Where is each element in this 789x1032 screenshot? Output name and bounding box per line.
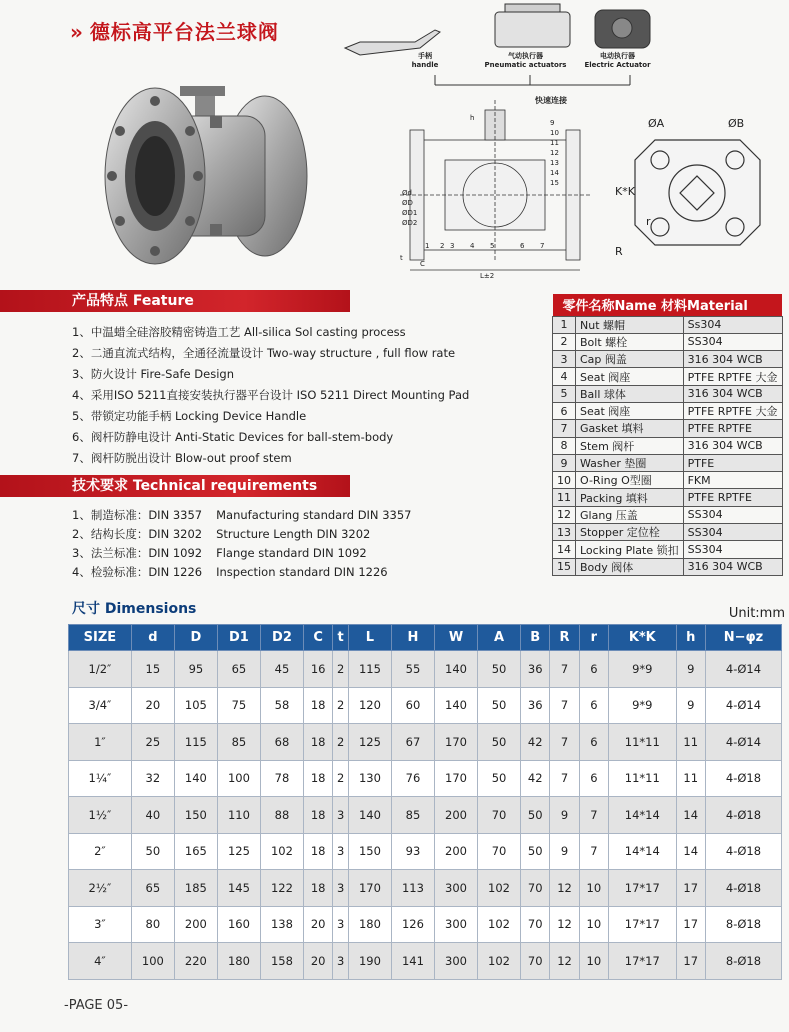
mounting-pad-drawing [610, 115, 785, 270]
part-name: Washer 垫圈 [576, 454, 684, 471]
dimensions-cell: 140 [174, 760, 217, 797]
dimensions-cell: 120 [348, 687, 391, 724]
dimensions-cell: 4-Ø18 [705, 760, 781, 797]
valve-photo [100, 76, 310, 266]
dimensions-cell: 50 [478, 687, 521, 724]
dimensions-cell: 141 [391, 943, 434, 980]
part-name: Body 阀体 [576, 558, 684, 575]
part-number-label: 14 [550, 169, 559, 177]
dimensions-cell: 200 [434, 833, 477, 870]
dimensions-cell: 150 [174, 797, 217, 834]
dimensions-column-header: D1 [217, 625, 260, 651]
part-name: Gasket 填料 [576, 420, 684, 437]
part-material: PTFE RPTFE [683, 489, 782, 506]
parts-row [553, 541, 783, 558]
parts-table-header: 零件名称Name 材料Material [553, 294, 783, 316]
parts-row [553, 402, 783, 419]
dim-t-label: t [400, 254, 403, 262]
part-material: 316 304 WCB [683, 385, 782, 402]
dimensions-cell: 20 [303, 906, 332, 943]
dimensions-cell: 138 [260, 906, 303, 943]
dimensions-cell: 185 [174, 870, 217, 907]
dimensions-column-header: h [676, 625, 705, 651]
feature-item: 6、阀杆防静电设计 Anti-Static Devices for ball-stem-body [72, 430, 394, 444]
quick-connect-label: 快速连接 [535, 96, 567, 105]
part-material: SS304 [683, 506, 782, 523]
technical-item: 4、检验标准：DIN 1226 Inspection standard DIN 1226 [72, 565, 388, 579]
part-material: SS304 [683, 541, 782, 558]
part-material: SS304 [683, 333, 782, 350]
part-material: PTFE [683, 454, 782, 471]
parts-row [553, 437, 783, 454]
part-name: Packing 填料 [576, 489, 684, 506]
dimensions-cell: 300 [434, 906, 477, 943]
dimensions-cell: 1¼″ [69, 760, 132, 797]
part-number: 1 [553, 316, 576, 333]
dimensions-cell: 10 [579, 870, 608, 907]
dimensions-cell: 14 [676, 833, 705, 870]
part-material: 316 304 WCB [683, 558, 782, 575]
dimensions-cell: 190 [348, 943, 391, 980]
feature-heading: 产品特点 Feature [0, 290, 350, 312]
dimensions-table [68, 624, 782, 980]
part-name: Glang 压盖 [576, 506, 684, 523]
part-number: 14 [553, 541, 576, 558]
dimensions-row [69, 833, 782, 870]
technical-list [72, 506, 411, 582]
part-name: Locking Plate 锁扣 [576, 541, 684, 558]
dimensions-cell: 9*9 [609, 651, 677, 688]
part-material: FKM [683, 472, 782, 489]
dimensions-cell: 93 [391, 833, 434, 870]
dimensions-row [69, 651, 782, 688]
dimensions-cell: 170 [434, 760, 477, 797]
feature-item: 2、二通直流式结构，全通径流量设计 Two-way structure , full flow rate [72, 346, 456, 360]
dimensions-cell: 10 [579, 943, 608, 980]
dimensions-cell: 170 [348, 870, 391, 907]
dimensions-column-header: d [131, 625, 174, 651]
dimensions-cell: 70 [521, 870, 550, 907]
part-material: 316 304 WCB [683, 351, 782, 368]
r-label: r [646, 215, 651, 228]
part-number-label: 6 [520, 242, 525, 250]
page-title [70, 16, 279, 45]
dimensions-cell: 70 [521, 943, 550, 980]
part-name: Seat 阀座 [576, 368, 684, 385]
technical-item: 2、结构长度：DIN 3202 Structure Length DIN 3202 [72, 527, 371, 541]
dim-D-label: ØD [402, 199, 413, 207]
dimensions-cell: 3″ [69, 906, 132, 943]
dimensions-column-header: SIZE [69, 625, 132, 651]
dimensions-cell: 7 [550, 687, 579, 724]
dimensions-column-header: D [174, 625, 217, 651]
dimensions-cell: 145 [217, 870, 260, 907]
part-number: 15 [553, 558, 576, 575]
dimensions-cell: 11*11 [609, 760, 677, 797]
dimensions-cell: 50 [521, 797, 550, 834]
double-chevron-icon: » [70, 20, 84, 44]
dimensions-cell: 70 [521, 906, 550, 943]
dimensions-cell: 130 [348, 760, 391, 797]
dimensions-cell: 17*17 [609, 906, 677, 943]
dimensions-cell: 1½″ [69, 797, 132, 834]
dimensions-cell: 2 [333, 760, 349, 797]
part-number-label: 15 [550, 179, 559, 187]
page-title-text: 德标高平台法兰球阀 [89, 20, 279, 44]
part-number: 2 [553, 333, 576, 350]
dimensions-cell: 2″ [69, 833, 132, 870]
dimensions-column-header: N−φz [705, 625, 781, 651]
dimensions-cell: 50 [478, 760, 521, 797]
dimensions-cell: 25 [131, 724, 174, 761]
R-label: R [615, 245, 623, 258]
parts-row [553, 489, 783, 506]
dimensions-cell: 50 [131, 833, 174, 870]
part-name: Stem 阀杆 [576, 437, 684, 454]
dimensions-column-header: r [579, 625, 608, 651]
dimensions-cell: 17*17 [609, 870, 677, 907]
dimensions-cell: 140 [434, 687, 477, 724]
part-name: Seat 阀座 [576, 402, 684, 419]
dimensions-cell: 180 [217, 943, 260, 980]
part-number: 5 [553, 385, 576, 402]
parts-row [553, 351, 783, 368]
dimensions-cell: 110 [217, 797, 260, 834]
dimensions-cell: 3 [333, 797, 349, 834]
dimensions-cell: 17 [676, 906, 705, 943]
dimensions-row [69, 906, 782, 943]
parts-row [553, 385, 783, 402]
dimensions-cell: 8-Ø18 [705, 943, 781, 980]
part-number-label: 11 [550, 139, 559, 147]
dimensions-cell: 3 [333, 906, 349, 943]
dimensions-cell: 10 [579, 906, 608, 943]
dimensions-cell: 9 [550, 797, 579, 834]
part-name: Ball 球体 [576, 385, 684, 402]
dimensions-cell: 100 [131, 943, 174, 980]
dimensions-cell: 170 [434, 724, 477, 761]
dimensions-cell: 11 [676, 760, 705, 797]
dimensions-cell: 140 [434, 651, 477, 688]
dimensions-cell: 12 [550, 943, 579, 980]
dimensions-column-header: R [550, 625, 579, 651]
feature-list [72, 322, 469, 469]
dimensions-column-header: L [348, 625, 391, 651]
page-number: -PAGE 05- [64, 998, 129, 1013]
dimensions-column-header: H [391, 625, 434, 651]
dimensions-cell: 115 [174, 724, 217, 761]
dimensions-cell: 2½″ [69, 870, 132, 907]
dimensions-cell: 60 [391, 687, 434, 724]
dimensions-cell: 3/4″ [69, 687, 132, 724]
part-number-label: 5 [490, 242, 495, 250]
dimensions-row [69, 943, 782, 980]
dimensions-cell: 160 [217, 906, 260, 943]
parts-table [552, 294, 783, 576]
dimensions-cell: 300 [434, 870, 477, 907]
dimensions-cell: 9*9 [609, 687, 677, 724]
electric-label: 电动执行器 Electric Actuator [584, 52, 651, 69]
dimensions-cell: 4-Ø14 [705, 687, 781, 724]
dimensions-cell: 7 [550, 724, 579, 761]
feature-item: 7、阀杆防脱出设计 Blow-out proof stem [72, 451, 292, 465]
dimensions-cell: 65 [131, 870, 174, 907]
part-number-label: 12 [550, 149, 559, 157]
dimensions-cell: 12 [550, 906, 579, 943]
dimensions-cell: 18 [303, 724, 332, 761]
dimensions-column-header: D2 [260, 625, 303, 651]
dimensions-cell: 1″ [69, 724, 132, 761]
dimensions-title: 尺寸 Dimensions [72, 601, 197, 617]
dimensions-cell: 16 [303, 651, 332, 688]
dimensions-cell: 36 [521, 687, 550, 724]
dimensions-cell: 95 [174, 651, 217, 688]
dimensions-cell: 7 [579, 797, 608, 834]
parts-row [553, 316, 783, 333]
dim-D1-label: ØD1 [402, 209, 418, 217]
dimensions-cell: 80 [131, 906, 174, 943]
dimensions-column-header: C [303, 625, 332, 651]
dimensions-cell: 50 [478, 724, 521, 761]
dimensions-cell: 102 [260, 833, 303, 870]
phiB-label: ØB [728, 117, 745, 130]
part-material: 316 304 WCB [683, 437, 782, 454]
dimensions-cell: 4-Ø18 [705, 833, 781, 870]
part-name: Cap 阀盖 [576, 351, 684, 368]
part-number: 12 [553, 506, 576, 523]
feature-item: 5、带锁定功能手柄 Locking Device Handle [72, 409, 307, 423]
parts-row [553, 333, 783, 350]
dimensions-cell: 3 [333, 833, 349, 870]
pneumatic-label: 气动执行器 Pneumatic actuators [484, 52, 567, 69]
part-number: 7 [553, 420, 576, 437]
dimensions-cell: 200 [174, 906, 217, 943]
dimensions-cell: 70 [478, 833, 521, 870]
part-number: 10 [553, 472, 576, 489]
parts-row [553, 454, 783, 471]
part-number-label: 7 [540, 242, 545, 250]
dimensions-column-header: A [478, 625, 521, 651]
actuator-options-drawing [340, 0, 660, 90]
dimensions-cell: 85 [217, 724, 260, 761]
dimensions-cell: 165 [174, 833, 217, 870]
dim-c-label: C [420, 260, 425, 268]
dimensions-cell: 32 [131, 760, 174, 797]
dimensions-cell: 50 [521, 833, 550, 870]
part-number: 11 [553, 489, 576, 506]
dimensions-cell: 122 [260, 870, 303, 907]
dimensions-row [69, 870, 782, 907]
dimensions-cell: 2 [333, 651, 349, 688]
dimensions-row [69, 724, 782, 761]
dimensions-cell: 4-Ø18 [705, 797, 781, 834]
parts-row [553, 472, 783, 489]
dimensions-cell: 100 [217, 760, 260, 797]
dimensions-cell: 180 [348, 906, 391, 943]
dimensions-cell: 45 [260, 651, 303, 688]
dimensions-cell: 17*17 [609, 943, 677, 980]
dimensions-cell: 40 [131, 797, 174, 834]
dimensions-cell: 125 [348, 724, 391, 761]
dimensions-cell: 3 [333, 943, 349, 980]
dimensions-cell: 8-Ø18 [705, 906, 781, 943]
dimensions-column-header: W [434, 625, 477, 651]
dimensions-cell: 12 [550, 870, 579, 907]
dimensions-cell: 140 [348, 797, 391, 834]
dimensions-cell: 200 [434, 797, 477, 834]
part-number-label: 13 [550, 159, 559, 167]
dimensions-cell: 6 [579, 724, 608, 761]
dimensions-cell: 17 [676, 870, 705, 907]
dimensions-cell: 36 [521, 651, 550, 688]
feature-item: 1、中温蜡全硅溶胶精密铸造工艺 All-silica Sol casting process [72, 325, 406, 339]
parts-row [553, 506, 783, 523]
dimensions-cell: 42 [521, 724, 550, 761]
dimensions-cell: 15 [131, 651, 174, 688]
dimensions-cell: 6 [579, 760, 608, 797]
dimensions-cell: 55 [391, 651, 434, 688]
dimensions-cell: 20 [131, 687, 174, 724]
dimensions-cell: 126 [391, 906, 434, 943]
kk-label: K*K [615, 185, 635, 198]
dimensions-cell: 68 [260, 724, 303, 761]
part-number-label: 10 [550, 129, 559, 137]
dimensions-cell: 50 [478, 651, 521, 688]
part-number-label: 2 [440, 242, 445, 250]
dimensions-cell: 42 [521, 760, 550, 797]
dimensions-cell: 58 [260, 687, 303, 724]
part-number-label: 3 [450, 242, 455, 250]
parts-row [553, 420, 783, 437]
dimensions-cell: 105 [174, 687, 217, 724]
dimensions-column-header: K*K [609, 625, 677, 651]
dimensions-cell: 4-Ø18 [705, 870, 781, 907]
unit-label: Unit:mm [728, 606, 785, 621]
dimensions-cell: 78 [260, 760, 303, 797]
technical-heading: 技术要求 Technical requirements [0, 475, 350, 497]
dimensions-cell: 75 [217, 687, 260, 724]
dimensions-cell: 220 [174, 943, 217, 980]
dimensions-cell: 158 [260, 943, 303, 980]
part-material: Ss304 [683, 316, 782, 333]
dimensions-cell: 102 [478, 943, 521, 980]
technical-item: 3、法兰标准：DIN 1092 Flange standard DIN 1092 [72, 546, 367, 560]
dimensions-cell: 88 [260, 797, 303, 834]
dimensions-row [69, 687, 782, 724]
dimensions-cell: 11*11 [609, 724, 677, 761]
part-name: Nut 螺帽 [576, 316, 684, 333]
dimensions-cell: 14*14 [609, 833, 677, 870]
dimensions-cell: 17 [676, 943, 705, 980]
dim-h-label: h [470, 114, 475, 122]
dimensions-cell: 115 [348, 651, 391, 688]
dimensions-cell: 67 [391, 724, 434, 761]
part-number-label: 1 [425, 242, 430, 250]
part-material: PTFE RPTFE 大金 [683, 402, 782, 419]
dim-d-label: Ød [402, 189, 412, 197]
dimensions-cell: 125 [217, 833, 260, 870]
part-number: 6 [553, 402, 576, 419]
dimensions-cell: 2 [333, 724, 349, 761]
dimensions-cell: 6 [579, 651, 608, 688]
part-number: 3 [553, 351, 576, 368]
dimensions-cell: 11 [676, 724, 705, 761]
part-material: PTFE RPTFE [683, 420, 782, 437]
phiA-label: ØA [648, 117, 665, 130]
part-number: 13 [553, 524, 576, 541]
dimensions-cell: 2 [333, 687, 349, 724]
dimensions-cell: 18 [303, 760, 332, 797]
dimensions-cell: 85 [391, 797, 434, 834]
dimensions-cell: 18 [303, 870, 332, 907]
dimensions-column-header: B [521, 625, 550, 651]
parts-row [553, 558, 783, 575]
part-number: 8 [553, 437, 576, 454]
dimensions-cell: 65 [217, 651, 260, 688]
dimensions-cell: 7 [550, 651, 579, 688]
part-name: Stopper 定位栓 [576, 524, 684, 541]
dimensions-cell: 4-Ø14 [705, 724, 781, 761]
dimensions-cell: 1/2″ [69, 651, 132, 688]
dimensions-row [69, 760, 782, 797]
part-number: 9 [553, 454, 576, 471]
dim-D2-label: ØD2 [402, 219, 418, 227]
dimensions-cell: 7 [579, 833, 608, 870]
feature-item: 3、防火设计 Fire-Safe Design [72, 367, 234, 381]
dimensions-cell: 4-Ø14 [705, 651, 781, 688]
dimensions-cell: 113 [391, 870, 434, 907]
part-material: SS304 [683, 524, 782, 541]
part-number-label: 9 [550, 119, 555, 127]
section-drawing [400, 100, 590, 280]
dimensions-column-header: t [333, 625, 349, 651]
dimensions-cell: 20 [303, 943, 332, 980]
dimensions-cell: 6 [579, 687, 608, 724]
dimensions-cell: 300 [434, 943, 477, 980]
parts-row [553, 368, 783, 385]
feature-item: 4、采用ISO 5211直接安装执行器平台设计 ISO 5211 Direct Mounting Pad [72, 388, 470, 402]
dimensions-cell: 76 [391, 760, 434, 797]
dim-L-label: L±2 [480, 272, 495, 280]
part-name: O-Ring O型圈 [576, 472, 684, 489]
dimensions-cell: 14*14 [609, 797, 677, 834]
dimensions-cell: 18 [303, 833, 332, 870]
dimensions-cell: 150 [348, 833, 391, 870]
dimensions-cell: 9 [676, 687, 705, 724]
dimensions-cell: 18 [303, 687, 332, 724]
part-number: 4 [553, 368, 576, 385]
dimensions-cell: 18 [303, 797, 332, 834]
dimensions-cell: 102 [478, 870, 521, 907]
part-name: Bolt 螺栓 [576, 333, 684, 350]
part-number-label: 4 [470, 242, 475, 250]
dimensions-cell: 14 [676, 797, 705, 834]
parts-row [553, 524, 783, 541]
handle-label: 手柄 handle [411, 52, 439, 69]
part-material: PTFE RPTFE 大金 [683, 368, 782, 385]
dimensions-cell: 3 [333, 870, 349, 907]
dimensions-cell: 70 [478, 797, 521, 834]
dimensions-cell: 102 [478, 906, 521, 943]
dimensions-row [69, 797, 782, 834]
dimensions-cell: 4″ [69, 943, 132, 980]
dimensions-cell: 7 [550, 760, 579, 797]
technical-item: 1、制造标准：DIN 3357 Manufacturing standard DIN 3357 [72, 508, 412, 522]
dimensions-cell: 9 [550, 833, 579, 870]
dimensions-cell: 9 [676, 651, 705, 688]
